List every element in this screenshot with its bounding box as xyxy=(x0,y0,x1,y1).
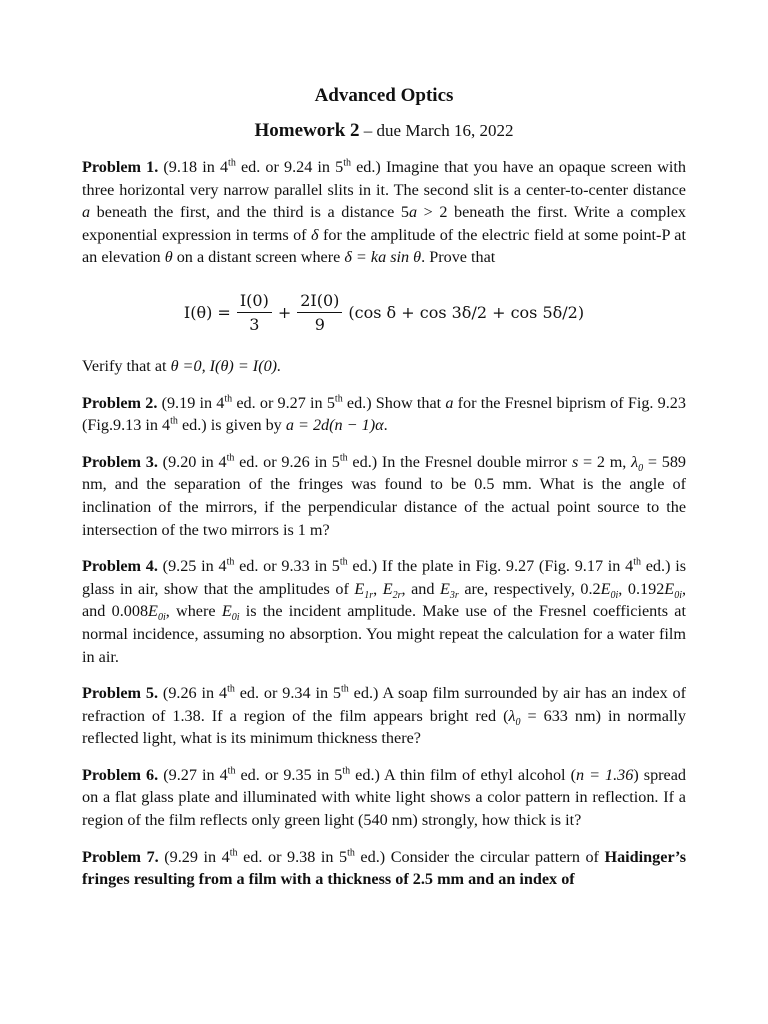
problem-3: Problem 3. (9.20 in 4th ed. or 9.26 in 5th ed.) In the Fresnel double mirror s = 2 m, $\lambda_0 = 589$ nm, and the separation of the fringes was found to be 0.5 mm. What is the angle of inclination of the mirrors, if the perpendicular distance of the actual point source to the intersection of the two mirrors is 1 m? xyxy=(82,452,687,539)
homework-label: Homework 2 xyxy=(254,120,360,141)
formula-lhs: I(θ) = xyxy=(183,303,231,323)
problem-2-heading: Problem 2. xyxy=(82,393,158,412)
fraction-1: $\frac{I(0)}{3}$ xyxy=(237,291,272,334)
problem-1: Problem 1. (9.18 in 4th ed. or 9.24 in 5th ed.) Imagine that you have an opaque screen with three horizontal very narrow parallel slits in it. The second slit is a center-to-center distance a beneath the first, and the third is a distance 5a > 2 beneath the first. Write a complex exponential expression in terms of δ for the amplitude of the electric field at some point-P at an elevation θ on a distant screen where δ = ka sin θ. Prove that xyxy=(82,157,687,267)
problem-5-heading: Problem 5. xyxy=(82,684,159,703)
fraction-2: $\frac{2I(0)}{9}$ xyxy=(297,291,342,334)
problem-1-heading: Problem 1. xyxy=(82,158,159,176)
homework-subtitle xyxy=(82,118,686,144)
problem-2: Problem 2. (9.19 in 4th ed. or 9.27 in 5th ed.) Show that a for the Fresnel biprism of Fig. 9.23 (Fig.9.13 in 4th ed.) is given by a = 2d(n − 1)α. xyxy=(82,393,686,435)
problem-4-heading: Problem 4. xyxy=(82,557,158,576)
problem-3-heading: Problem 3. xyxy=(82,452,158,471)
due-date: – due March 16, 2022 xyxy=(359,121,514,140)
problem-6-heading: Problem 6. xyxy=(82,765,159,784)
formula-plus: + xyxy=(277,303,292,323)
intensity-formula xyxy=(82,283,686,343)
document-title: Advanced Optics xyxy=(314,85,454,106)
problem-7: Problem 7. (9.29 in 4th ed. or 9.38 in 5th ed.) Consider the circular pattern of Haidinger’s fringes resulting from a film with a thickness of 2.5 mm and an index of xyxy=(82,847,687,889)
problem-6: Problem 6. (9.27 in 4th ed. or 9.35 in 5th ed.) A thin film of ethyl alcohol (n = 1.36) spread on a flat glass plate and illuminated with white light shows a color pattern in reflection. If a region of the film reflects only green light (540 nm) strongly, how thick is it? xyxy=(82,765,687,830)
verify-statement: Verify that at θ =0, I(θ) = I(0). xyxy=(82,356,282,375)
problem-7-heading: Problem 7. xyxy=(82,847,159,866)
formula-rhs: (cos δ + cos 3δ/2 + cos 5δ/2) xyxy=(348,303,585,323)
problem-5: Problem 5. (9.26 in 4th ed. or 9.34 in 5th ed.) A soap film surrounded by air has an index of refraction of 1.38. If a region of the film appears bright red ($\lambda_0 = 633$ nm) in normally reflected light, what is its minimum thickness there? xyxy=(82,683,687,748)
problem-4: Problem 4. (9.25 in 4th ed. or 9.33 in 5th ed.) If the plate in Fig. 9.27 (Fig. 9.17 in 4th ed.) is glass in air, show that the amplitudes of $E_{1r}$, $E_{2r}$, and $E_{3r}$ are, respectively, $0.2E_{0i}$, $0.192E_{0i}$, and $0.008E_{0i}$, where $E_{0i}$ is the incident amplitude. Make use of the Fresnel coefficients at normal incidence, assuming no absorption. You might repeat the calculation for a water film in air. xyxy=(82,556,687,666)
